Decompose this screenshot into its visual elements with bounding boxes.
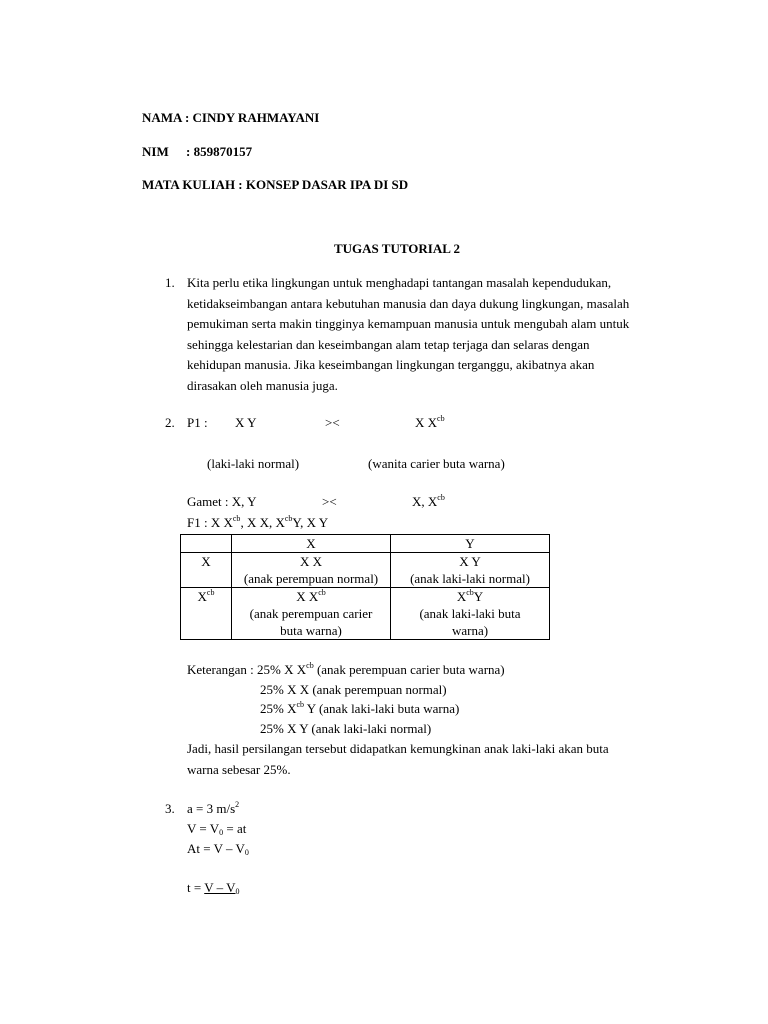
q2-number: 2. xyxy=(165,415,175,430)
header-y: Y xyxy=(391,535,550,553)
q3-acceleration: a = 3 $m/s^2$ xyxy=(187,800,240,816)
q1-number: 1. xyxy=(165,275,175,290)
keterangan-line-4: 25% X Y (anak laki-laki normal) xyxy=(260,721,432,736)
keterangan-line-1: Keterangan : 25% X $X^{cb}$ (anak perempuan carier buta warna) xyxy=(187,661,505,677)
document-title: TUGAS TUTORIAL 2 xyxy=(334,241,460,256)
cell-xy: X Y (anak laki-laki normal) xyxy=(391,553,550,588)
q1-answer xyxy=(187,273,667,397)
header-x: X xyxy=(232,535,391,553)
keterangan-line-3: 25% $X^{cb}$ Y (anak laki-laki buta warna) xyxy=(260,700,460,716)
p1-female-genotype: X $X^{cb}$ xyxy=(415,414,445,430)
conclusion-line-2: warna sebesar 25%. xyxy=(187,762,291,777)
cell-xx: X X (anak perempuan normal) xyxy=(232,553,391,588)
student-name: NAMA : CINDY RAHMAYANI xyxy=(142,110,320,125)
nim-value: : 859870157 xyxy=(186,144,253,159)
q1-line: sehingga kelestarian dan keseimbangan alam tetap terjaga dan selaras dengan xyxy=(187,336,590,352)
course-name: MATA KULIAH : KONSEP DASAR IPA DI SD xyxy=(142,177,409,192)
cross-symbol: >< xyxy=(325,415,340,430)
cross-symbol: >< xyxy=(322,494,337,509)
q1-line: ketidakseimbangan antara kebutuhan manusia dan daya dukung lingkungan, masalah xyxy=(187,295,630,311)
gamet-female: X, $X^{cb}$ xyxy=(412,493,445,509)
female-description: (wanita carier buta warna) xyxy=(368,456,505,471)
conclusion-line-1: Jadi, hasil persilangan tersebut didapatkan kemungkinan anak laki-laki akan buta xyxy=(187,741,609,756)
nim-label: NIM xyxy=(142,144,169,159)
row-label-x: X xyxy=(181,553,232,588)
f1-result: F1 : X $X^{cb}$, X X, $X^{cb}Y$, X Y xyxy=(187,514,329,530)
gamet-male: Gamet : X, Y xyxy=(187,494,257,509)
q1-line: dirasakan oleh manusia juga. xyxy=(187,377,338,393)
punnett-square xyxy=(180,534,550,640)
p1-male-genotype: X Y xyxy=(235,415,257,430)
corner-cell xyxy=(181,535,232,553)
q3-time-formula: $t = V - V_0$ xyxy=(187,880,240,896)
p1-label: P1 : xyxy=(187,415,208,430)
q1-line: kehidupan manusia. Jika keseimbangan lingkungan terganggu, akibatnya akan xyxy=(187,357,595,373)
keterangan-line-2: 25% X X (anak perempuan normal) xyxy=(260,682,447,697)
q3-velocity-formula: $V = V_0$ = at xyxy=(187,821,247,837)
q1-line: Kita perlu etika lingkungan untuk menghadapi tantangan masalah kependudukan, xyxy=(187,275,612,290)
row-label-xcb: $X^{cb}$ xyxy=(181,588,232,640)
male-description: (laki-laki normal) xyxy=(207,456,300,471)
cell-xcby: $X^{cb}Y$ (anak laki-laki buta warna) xyxy=(391,588,550,640)
cell-xxcb: X $X^{cb}$ (anak perempuan carier buta warna) xyxy=(232,588,391,640)
q3-at-formula: $At = V - V_0$ xyxy=(187,841,249,857)
q1-line: pemukiman serta makin tingginya kemampuan manusia untuk mengubah alam untuk xyxy=(187,316,630,332)
q3-number: 3. xyxy=(165,801,175,816)
